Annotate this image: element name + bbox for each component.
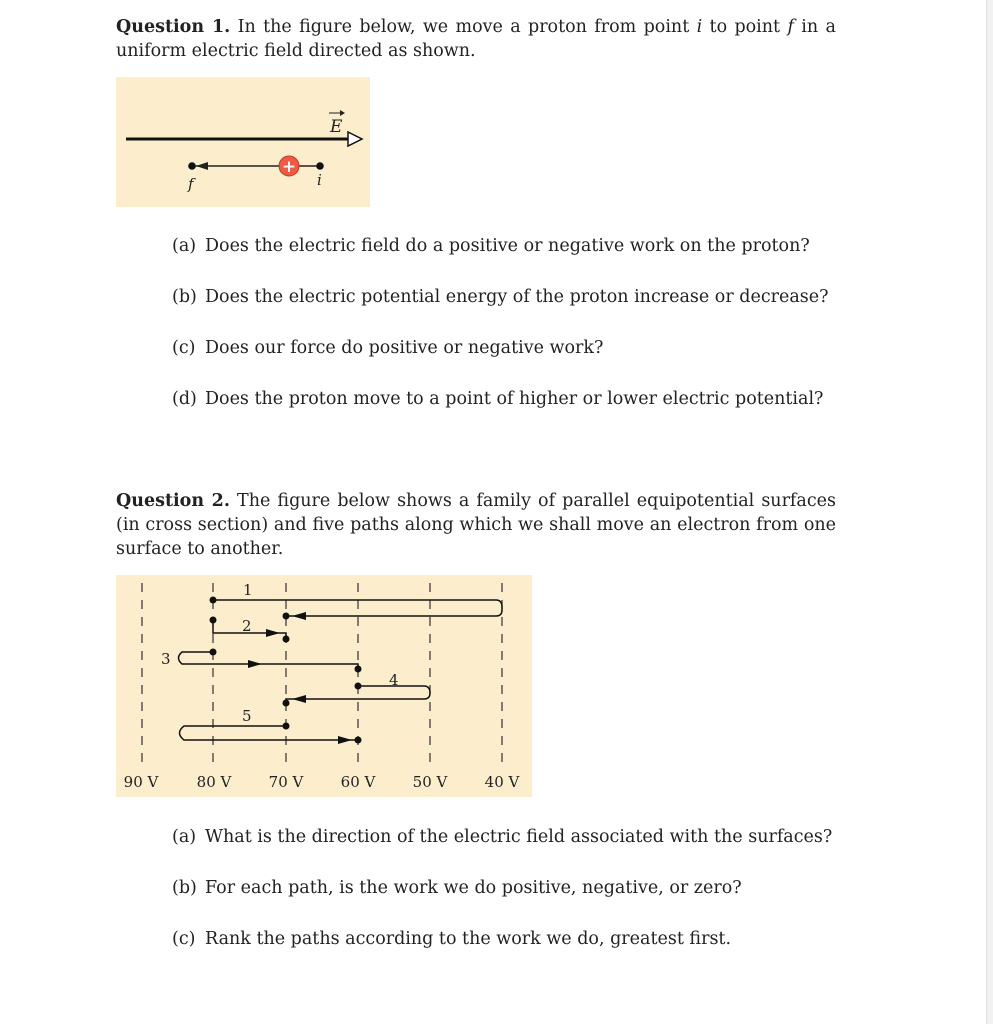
- question2-heading: Question 2.: [116, 491, 230, 511]
- equipotential-figure: [116, 575, 532, 797]
- potential-label-60v: 60 V: [340, 773, 376, 791]
- question2-item-c: (c) Rank the paths according to the work we do, greatest first.: [172, 929, 732, 949]
- label-f: f: [188, 175, 194, 193]
- question1-item-b: (b) Does the electric potential energy of the proton increase or decrease?: [172, 287, 829, 307]
- potential-label-70v: 70 V: [268, 773, 304, 791]
- potential-label-90v: 90 V: [123, 773, 159, 791]
- point-f: [188, 162, 196, 170]
- question1-item-c: (c) Does our force do positive or negative work?: [172, 338, 604, 358]
- question1-item-d: (d) Does the proton move to a point of higher or lower electric potential?: [172, 389, 824, 409]
- potential-label-80v: 80 V: [196, 773, 232, 791]
- potential-label-50v: 50 V: [412, 773, 448, 791]
- uniform-field-figure: [116, 77, 370, 207]
- question1-heading: Question 1.: [116, 17, 231, 37]
- path-label-5: 5: [242, 707, 252, 725]
- point-i: [316, 162, 324, 170]
- question1-item-a: (a) Does the electric field do a positive or negative work on the proton?: [172, 236, 810, 256]
- potential-label-40v: 40 V: [484, 773, 520, 791]
- question2-item-b: (b) For each path, is the work we do positive, negative, or zero?: [172, 878, 742, 898]
- page-scrollbar[interactable]: [986, 0, 993, 1024]
- path-label-4: 4: [389, 671, 399, 689]
- question2-item-a: (a) What is the direction of the electric field associated with the surfaces?: [172, 827, 833, 847]
- path-5: [180, 726, 359, 740]
- proton-symbol: +: [281, 157, 297, 177]
- displacement-arrowhead: [196, 162, 208, 170]
- label-i: i: [317, 171, 322, 189]
- field-arrowhead: [348, 132, 362, 146]
- path-label-3: 3: [161, 650, 171, 668]
- path-3: [179, 652, 359, 669]
- field-label: E: [330, 117, 343, 137]
- question2-intro: Question 2. The figure below shows a family of parallel equipotential surfaces (in cross section) and five paths along which we shall move an electron from one surface to another.: [116, 491, 836, 559]
- path-label-1: 1: [243, 581, 253, 599]
- path-label-2: 2: [242, 617, 252, 635]
- question1-intro: Question 1. In the figure below, we move a proton from point i to point f in a uniform electric field directed as shown.: [116, 17, 836, 61]
